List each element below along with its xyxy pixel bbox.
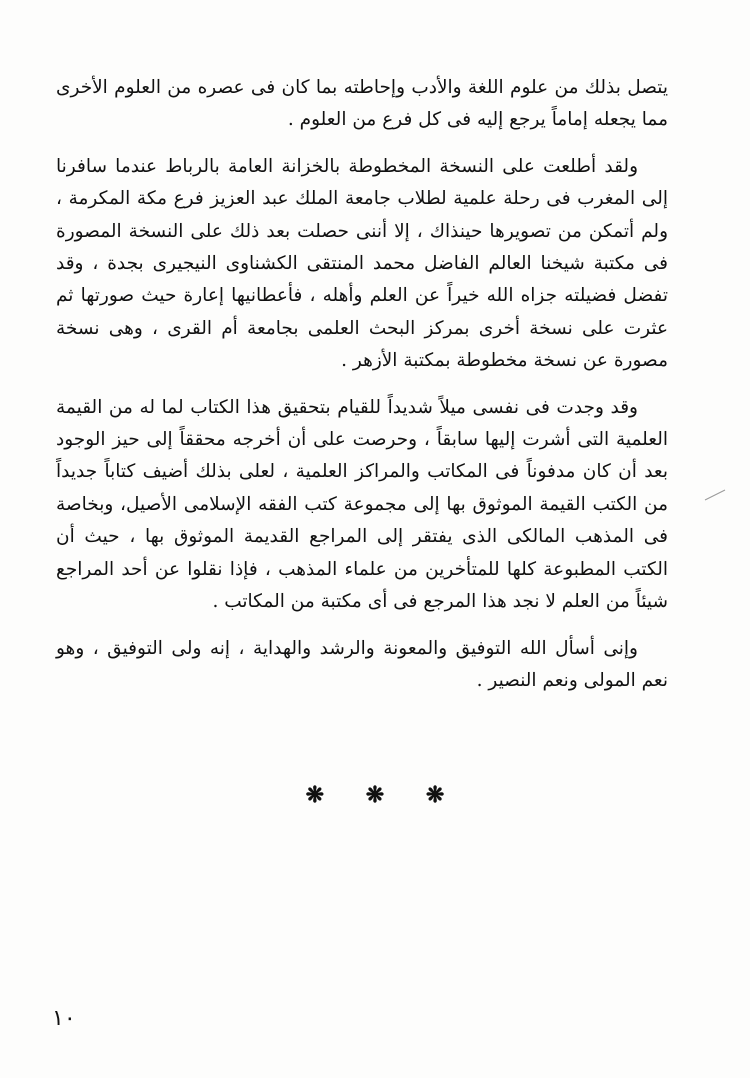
paragraph-4: وإنى أسأل الله التوفيق والمعونة والرشد والهداية ، إنه ولى التوفيق ، وهو نعم المولى ونعم النصير . [56,637,668,691]
paragraph-2: ولقد أطلعت على النسخة المخطوطة بالخزانة العامة بالرباط عندما سافرنا إلى المغرب فى رحلة علمية لطلاب جامعة الملك عبد العزيز فرع مكة المكرمة ، ولم أتمكن من تصويرها حينذاك ، إلا أننى حصلت بعد ذلك على النسخة المصورة فى مكتبة شيخنا العالم الفاضل محمد المنتقى الكشناوى النيجيرى بجدة ، وقد تفضل فضيلته جزاه الله خيراً عن العلم وأهله ، فأعطانيها إعارة حيث صورتها ثم عثرت على نسخة أخرى بمركز البحث العلمى بجامعة أم القرى ، وهى نسخة مصورة عن نسخة مخطوطة بمكتبة الأزهر . [56,155,668,372]
separator-star: ❋ [305,782,325,808]
body-text [56,72,668,711]
separator-star: ❋ [365,782,385,808]
paragraph-1: يتصل بذلك من علوم اللغة والأدب وإحاطته بما كان فى عصره من العلوم الأخرى مما يجعله إماماً يرجع إليه فى كل فرع من العلوم . [56,77,668,131]
paragraph-3: وقد وجدت فى نفسى ميلاً شديداً للقيام بتحقيق هذا الكتاب لما له من القيمة العلمية التى أشرت إليها سابقاً ، وحرصت على أن أخرجه محققاً إلى حيز الوجود بعد أن كان مدفوناً فى المكاتب والمراكز العلمية ، لعلى بذلك أضيف كتاباً جديداً من الكتب القيمة الموثوق بها إلى مجموعة كتب الفقه الإسلامى الأصيل، وبخاصة فى المذهب المالكى الذى يفتقر إلى المراجع القديمة الموثوق بها ، حيث أن الكتب المطبوعة كلها للمتأخرين من علماء المذهب ، فإذا نقلوا عن أحد المراجع شيئاً من العلم لا نجد هذا المرجع فى أى مكتبة من المكاتب . [56,396,668,613]
section-separator [0,782,750,808]
separator-star: ❋ [425,782,445,808]
page-number: ١٠ [52,1006,76,1031]
margin-pen-mark [704,488,726,502]
